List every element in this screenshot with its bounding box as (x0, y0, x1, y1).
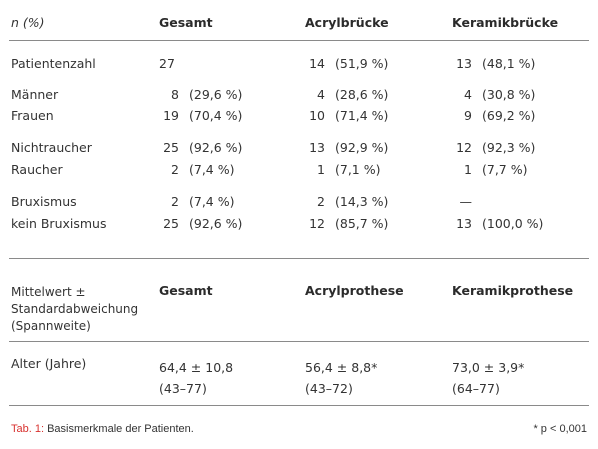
row-label: Raucher (11, 162, 63, 177)
count-value: 27 (159, 56, 175, 71)
percent-value: (7,1 %) (335, 162, 381, 177)
percent-value: (7,7 %) (482, 162, 528, 177)
count-value: 12 (456, 140, 472, 155)
table-cell (305, 357, 377, 399)
table-cell (159, 217, 242, 231)
table-cell (305, 163, 380, 177)
table-cell (452, 141, 535, 155)
count-value: 12 (309, 216, 325, 231)
significance-note: * p < 0,001 (533, 423, 587, 435)
table-cell (305, 141, 388, 155)
table-page (9, 0, 589, 449)
count-value: 13 (456, 216, 472, 231)
header-divider (9, 40, 589, 41)
mean-sd-value: 73,0 ± 3,9* (452, 360, 525, 375)
count-value: 2 (317, 194, 325, 209)
table-cell (305, 195, 388, 209)
table-bottom-rule (9, 405, 589, 406)
row-label: Bruxismus (11, 194, 77, 209)
percent-value: (92,6 %) (189, 140, 243, 155)
percent-value: (48,1 %) (482, 56, 536, 71)
count-value: 19 (163, 108, 179, 123)
count-value: 4 (464, 87, 472, 102)
row-label: kein Bruxismus (11, 216, 107, 231)
table-cell (159, 357, 233, 399)
percent-value: (100,0 %) (482, 216, 544, 231)
table-cell (305, 57, 388, 71)
row-label: Frauen (11, 108, 54, 123)
count-value: 10 (309, 108, 325, 123)
stat-header-line: Mittelwert ± (11, 285, 86, 299)
count-value: 1 (464, 162, 472, 177)
mean-sd-value: 56,4 ± 8,8* (305, 360, 378, 375)
count-value: 4 (317, 87, 325, 102)
stat-header (11, 284, 138, 335)
percent-value: (70,4 %) (189, 108, 243, 123)
table-cell (159, 109, 242, 123)
column-header-acrylbruecke: Acrylbrücke (305, 15, 389, 30)
percent-value: (69,2 %) (482, 108, 536, 123)
header-divider (9, 341, 589, 342)
count-value: 8 (171, 87, 179, 102)
stat-header-line: (Spannweite) (11, 319, 91, 333)
table-cell (305, 88, 388, 102)
range-value: (43–72) (305, 381, 353, 396)
table-cell (159, 195, 234, 209)
table-cell (452, 217, 543, 231)
percent-value: (30,8 %) (482, 87, 536, 102)
percent-value: (92,9 %) (335, 140, 389, 155)
column-header-keramikbruecke: Keramikbrücke (452, 15, 559, 30)
count-value: 25 (163, 140, 179, 155)
count-value: 1 (317, 162, 325, 177)
table-cell (159, 57, 175, 71)
table-cell (452, 163, 527, 177)
caption-text: Basismerkmale der Patienten. (44, 423, 194, 435)
table-cell (305, 109, 388, 123)
count-value: 2 (171, 194, 179, 209)
table-cell (452, 357, 524, 399)
percent-value: (7,4 %) (189, 162, 235, 177)
table-caption (11, 423, 194, 436)
column-header-gesamt: Gesamt (159, 283, 213, 298)
range-value: (64–77) (452, 381, 500, 396)
count-value: 13 (456, 56, 472, 71)
row-label: Nichtraucher (11, 140, 92, 155)
count-value: 25 (163, 216, 179, 231)
count-value: 13 (309, 140, 325, 155)
table-cell (452, 57, 535, 71)
percent-value: (14,3 %) (335, 194, 389, 209)
row-label: Männer (11, 87, 59, 102)
column-header-acrylprothese: Acrylprothese (305, 283, 404, 298)
table-cell (452, 109, 535, 123)
percent-value: (85,7 %) (335, 216, 389, 231)
percent-value: (51,9 %) (335, 56, 389, 71)
percent-value: (92,6 %) (189, 216, 243, 231)
table-cell (452, 88, 535, 102)
table-cell (159, 88, 242, 102)
row-label: Alter (Jahre) (11, 356, 87, 371)
section-divider (9, 258, 589, 259)
percent-value: (7,4 %) (189, 194, 235, 209)
stat-header-line: Standardabweichung (11, 302, 139, 316)
range-value: (43–77) (159, 381, 207, 396)
caption-label: Tab. 1: (11, 423, 45, 435)
count-value: 14 (309, 56, 325, 71)
table-cell (159, 141, 242, 155)
table-cell (159, 163, 234, 177)
percent-value: (28,6 %) (335, 87, 389, 102)
percent-value: (71,4 %) (335, 108, 389, 123)
column-header-keramikprothese: Keramikprothese (452, 283, 574, 298)
table-cell (452, 195, 482, 209)
percent-value: (29,6 %) (189, 87, 243, 102)
mean-sd-value: 64,4 ± 10,8 (159, 360, 234, 375)
count-value: 9 (464, 108, 472, 123)
percent-value: (92,3 %) (482, 140, 536, 155)
count-value: — (459, 194, 472, 209)
unit-header: n (%) (11, 15, 45, 30)
count-value: 2 (171, 162, 179, 177)
row-label: Patientenzahl (11, 56, 96, 71)
table-cell (305, 217, 388, 231)
column-header-gesamt: Gesamt (159, 15, 213, 30)
